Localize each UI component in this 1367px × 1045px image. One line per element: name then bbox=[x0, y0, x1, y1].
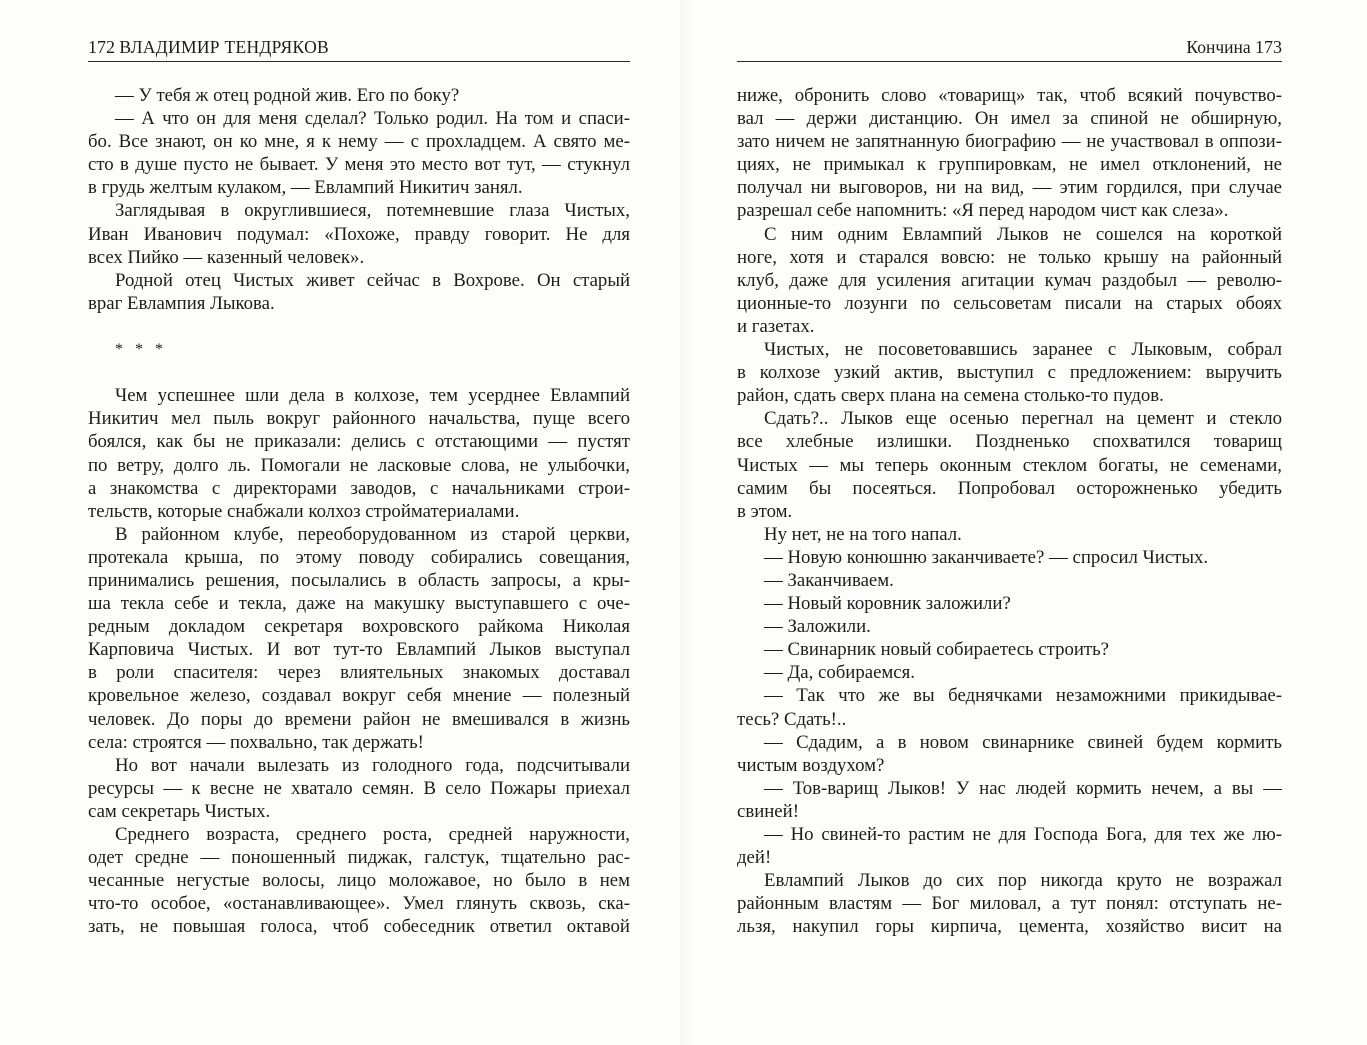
text-line: — Заложили. bbox=[764, 616, 871, 638]
text-line: редным докладом секретаря вохровского райкома Николая bbox=[88, 616, 630, 638]
section-break: * * * bbox=[115, 341, 167, 359]
right-page bbox=[737, 0, 1282, 1045]
text-line: Чистых — мы теперь оконным стеклом богаты, не семенами, bbox=[737, 454, 1282, 476]
text-line: сто в душе пусто не бывает. У меня это место вот тут, — стукнул bbox=[88, 154, 630, 176]
text-line: принимались решения, посылались в область запросы, а кры- bbox=[88, 569, 630, 591]
text-line: ресурсы — к весне не хватало семян. В село Пожары приехал bbox=[88, 777, 630, 799]
text-line: тесь? Сдать!.. bbox=[737, 708, 847, 730]
text-line: протекала крыша, по этому поводу собирались совещания, bbox=[88, 546, 630, 568]
text-line: район, сдать сверх плана на семена столько-то пудов. bbox=[737, 385, 1164, 407]
text-line: Заглядывая в округлившиеся, потемневшие глаза Чистых, bbox=[115, 200, 630, 222]
text-line: Среднего возраста, среднего роста, средней наружности, bbox=[115, 824, 630, 845]
text-line: — Заканчиваем. bbox=[764, 569, 894, 591]
text-line: чесанные негустые волосы, лицо моложавое, но было в нем bbox=[88, 870, 630, 892]
text-line: Ну нет, не на того напал. bbox=[764, 523, 962, 545]
left-running-head: ВЛАДИМИР ТЕНДРЯКОВ bbox=[119, 37, 329, 57]
text-line: — Тов-варищ Лыков! У нас людей кормить нечем, а вы — bbox=[764, 777, 1282, 799]
text-line: по ветру, долго ль. Помогали не ласковые слова, не улыбочки, bbox=[88, 454, 630, 476]
text-line: разрешал себе напомнить: «Я перед народом чист как слеза». bbox=[737, 200, 1229, 222]
left-header-rule bbox=[88, 61, 630, 62]
text-line: — Да, собираемся. bbox=[764, 662, 915, 684]
text-line: получал ни выговоров, ни на вид, — этим гордился, при случае bbox=[737, 177, 1282, 199]
text-line: одет средне — поношенный пиджак, галстук, тщательно рас- bbox=[88, 847, 630, 869]
book-gutter bbox=[680, 0, 690, 1045]
right-running-head: Кончина bbox=[1186, 37, 1251, 57]
text-line: — Так что же вы беднячками незаможними прикидывае- bbox=[764, 685, 1282, 707]
text-line: ционные-то лозунги по сельсоветам писали на старых обоях bbox=[737, 292, 1282, 314]
text-line: Иван Иванович подумал: «Похоже, правду говорит. Не для bbox=[88, 223, 630, 245]
text-line: самим бы посеяться. Попробовал осторожненько убедить bbox=[737, 477, 1282, 499]
text-line: сам секретарь Чистых. bbox=[88, 800, 271, 822]
text-line: в роли спасителя: через влиятельных знакомых доставал bbox=[88, 662, 630, 684]
text-line: льзя, накупил горы кирпича, цемента, хозяйство висит на bbox=[737, 916, 1282, 938]
text-line: в грудь желтым кулаком, — Евлампий Никитич занял. bbox=[88, 177, 523, 199]
text-line: Евлампий Лыков до сих пор никогда круто не возражал bbox=[764, 870, 1282, 892]
text-line: боялся, как бы не приказали: делись с отстающими — пустят bbox=[88, 431, 630, 453]
text-line: Чем успешнее шли дела в колхозе, тем усерднее Евлампий bbox=[115, 385, 630, 407]
text-line: ниже, обронить слово «товарищ» так, чтоб всякий почувство- bbox=[737, 85, 1282, 106]
text-line: села: строятся — похвально, так держать! bbox=[88, 731, 424, 753]
text-line: — Новую конюшню заканчиваете? — спросил Чистых. bbox=[764, 546, 1209, 568]
text-line: Родной отец Чистых живет сейчас в Вохрове. Он старый bbox=[115, 269, 630, 291]
text-line: враг Евлампия Лыкова. bbox=[88, 292, 275, 314]
text-line: ноге, хотя и старался вовсю: не только крышу на районный bbox=[737, 246, 1282, 268]
text-line: зато ничем не запятнанную биографию — не участвовал в оппози- bbox=[737, 131, 1282, 153]
blank-line bbox=[88, 315, 630, 338]
right-page-text bbox=[737, 84, 1282, 938]
text-line: и газетах. bbox=[737, 315, 815, 337]
text-line: В районном клубе, переоборудованном из старой церкви, bbox=[115, 523, 630, 545]
text-line: кровельное железо, создавал вокруг себя мнение — полезный bbox=[88, 685, 630, 707]
text-line: клуб, даже для усиления агитации кумач раздобыл — револю- bbox=[737, 269, 1282, 291]
text-line: всех Пийко — казенный человек». bbox=[88, 246, 365, 268]
text-line: Никитич мел пыль вокруг районного начальства, пуще всего bbox=[88, 408, 630, 430]
text-line: — Сдадим, а в новом свинарнике свиней будем кормить bbox=[764, 731, 1282, 753]
text-line: а знакомства с директорами заводов, с начальниками строи- bbox=[88, 477, 630, 499]
text-line: — У тебя ж отец родной жив. Его по боку? bbox=[115, 85, 460, 106]
text-line: — Новый коровник заложили? bbox=[764, 593, 1011, 615]
left-page bbox=[88, 0, 630, 1045]
text-line: дей! bbox=[737, 847, 772, 869]
text-line: чистым воздухом? bbox=[737, 754, 885, 776]
text-line: тельств, которые снабжали колхоз стройматериалами. bbox=[88, 500, 520, 522]
text-line: что-то особое, «останавливающее». Умел глянуть сквозь, ска- bbox=[88, 893, 630, 915]
text-line: бо. Все знают, он ко мне, я к нему — с прохладцем. А свято ме- bbox=[88, 131, 630, 153]
text-line: ша текла себе и текла, даже на макушку выступавшего с оче- bbox=[88, 593, 630, 615]
text-line: в колхозе узкий актив, выступил с предложением: выручить bbox=[737, 362, 1282, 384]
text-line: все хлебные излишки. Поздненько спохватился товарищ bbox=[737, 431, 1282, 453]
text-line: Сдать?.. Лыков еще осенью перегнал на цемент и стекло bbox=[764, 408, 1282, 430]
text-line: вал — держи дистанцию. Он имел за спиной не обширную, bbox=[737, 108, 1282, 130]
text-line: Но вот начали вылезать из голодного года, подсчитывали bbox=[115, 754, 630, 776]
text-line: — Свинарник новый собираетесь строить? bbox=[764, 639, 1110, 661]
left-page-header bbox=[88, 35, 630, 59]
text-line: в этом. bbox=[737, 500, 793, 522]
left-page-number: 172 bbox=[88, 37, 115, 57]
blank-line bbox=[88, 361, 630, 384]
text-line: — А что он для меня сделал? Только родил. На том и спаси- bbox=[115, 108, 630, 130]
text-line: человек. До поры до времени район не вмешивался в жизнь bbox=[88, 708, 630, 730]
text-line: свиней! bbox=[737, 800, 799, 822]
text-line: С ним одним Евлампий Лыков не сошелся на короткой bbox=[764, 223, 1282, 245]
text-line: циях, не примыкал к группировкам, не имел отклонений, не bbox=[737, 154, 1282, 176]
left-page-text bbox=[88, 84, 630, 938]
right-page-header bbox=[737, 35, 1282, 59]
right-page-number: 173 bbox=[1255, 37, 1282, 57]
text-line: зать, не повышая голоса, чтоб собеседник ответил октавой bbox=[88, 916, 630, 938]
right-header-rule bbox=[737, 61, 1282, 62]
text-line: Карповича Чистых. И вот тут-то Евлампий Лыков выступал bbox=[88, 639, 630, 661]
text-line: — Но свиней-то растим не для Господа Бога, для тех же лю- bbox=[764, 824, 1282, 845]
text-line: районным властям — Бог миловал, а тут понял: отступать не- bbox=[737, 893, 1282, 915]
text-line: Чистых, не посоветовавшись заранее с Лыковым, собрал bbox=[764, 339, 1282, 361]
